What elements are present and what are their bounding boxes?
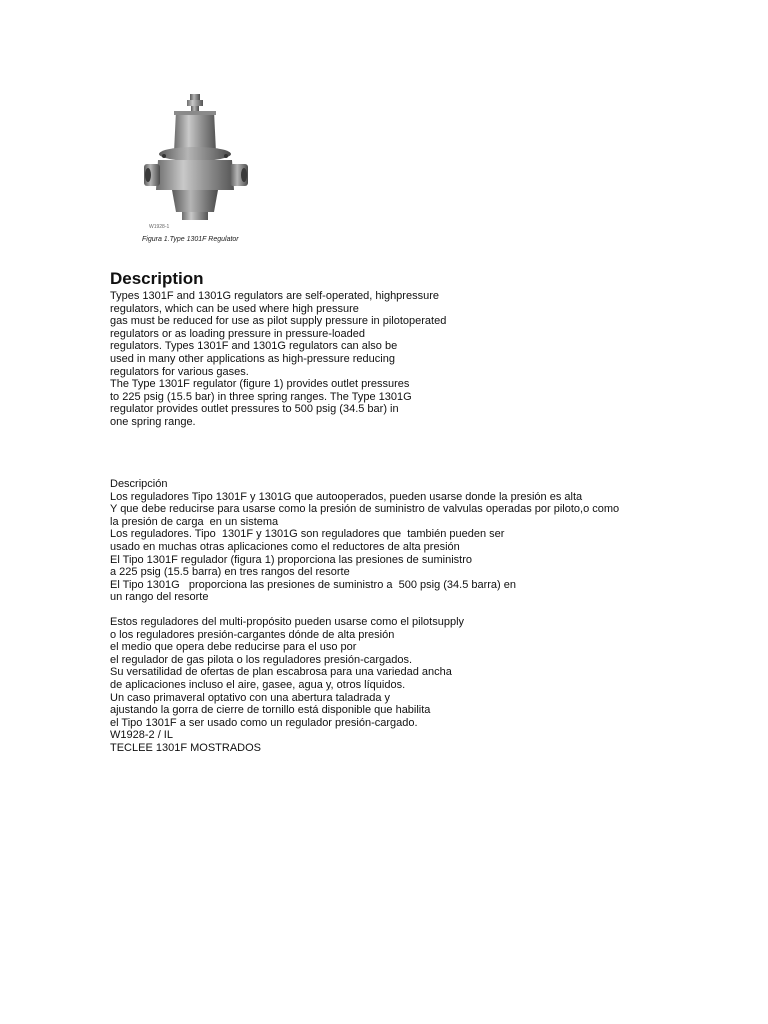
text-line: one spring range.	[110, 415, 196, 428]
text-line: el medio que opera debe reducirse para el uso por	[110, 641, 357, 654]
text-line: de aplicaciones incluso el aire, gasee, agua y, otros líquidos.	[110, 678, 406, 691]
text-line: el regulador de gas pilota o los reguladores presión-cargados.	[110, 653, 413, 666]
english-description	[110, 268, 670, 429]
text-line: Un caso primaveral optativo con una abertura taladrada y	[110, 691, 391, 704]
text-line: El Tipo 1301G proporciona las presiones de suministro a 500 psig (34.5 barra) en	[110, 578, 517, 591]
text-line: Descripción	[110, 478, 168, 490]
figure-reference: W1928-1	[149, 224, 170, 230]
text-line: regulators, which can be used where high pressure	[110, 302, 359, 315]
text-line: ajustando la gorra de cierre de tornillo está disponible que habilita	[110, 704, 431, 717]
figure-caption: Figura 1.Type 1301F Regulator	[142, 236, 239, 243]
text-line: un rango del resorte	[110, 591, 209, 604]
text-line: gas must be reduced for use as pilot supply pressure in pilotoperated	[110, 315, 447, 328]
section-heading: Description	[110, 269, 204, 288]
text-line: o los reguladores presión-cargantes dónde de alta presión	[110, 628, 395, 641]
text-line: The Type 1301F regulator (figure 1) provides outlet pressures	[110, 378, 410, 391]
text-line: El Tipo 1301F regulador (figura 1) proporciona las presiones de suministro	[110, 553, 472, 566]
text-line: regulators or as loading pressure in pressure-loaded	[110, 327, 365, 340]
text-line: Los reguladores. Tipo 1301F y 1301G son reguladores que también pueden ser	[110, 528, 505, 541]
text-line: usado en muchas otras aplicaciones como el reductores de alta presión	[110, 540, 460, 553]
text-line: TECLEE 1301F MOSTRADOS	[110, 741, 261, 754]
spanish-description	[110, 478, 710, 754]
text-line: la presión de carga en un sistema	[110, 515, 279, 528]
text-line: Los reguladores Tipo 1301F y 1301G que autooperados, pueden usarse donde la presión es alta	[110, 490, 583, 503]
text-line: used in many other applications as high-pressure reducing	[110, 352, 395, 365]
text-line: regulators for various gases.	[110, 365, 249, 378]
regulator-illustration	[144, 94, 254, 224]
regulator-figure	[132, 88, 272, 258]
text-line: W1928-2 / IL	[110, 729, 173, 742]
text-line: regulators. Types 1301F and 1301G regulators can also be	[110, 340, 398, 353]
text-line: Types 1301F and 1301G regulators are self-operated, highpressure	[110, 290, 439, 302]
text-line: el Tipo 1301F a ser usado como un regulador presión-cargado.	[110, 716, 418, 729]
text-line: Estos reguladores del multi-propósito pueden usarse como el pilotsupply	[110, 615, 465, 628]
paragraph-gap	[110, 604, 710, 616]
text-line: regulator provides outlet pressures to 500 psig (34.5 bar) in	[110, 403, 399, 416]
text-line: to 225 psig (15.5 bar) in three spring ranges. The Type 1301G	[110, 390, 412, 403]
text-line: Su versatilidad de ofertas de plan escabrosa para una variedad ancha	[110, 666, 452, 679]
text-line: Y que debe reducirse para usarse como la presión de suministro de valvulas operadas por piloto,o como	[110, 503, 620, 516]
text-line: a 225 psig (15.5 barra) en tres rangos del resorte	[110, 566, 350, 579]
